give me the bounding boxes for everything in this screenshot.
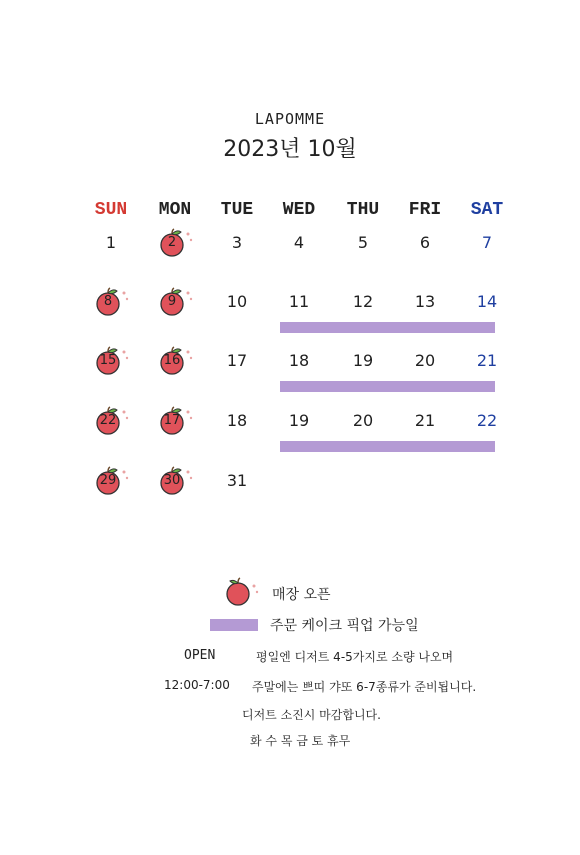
calendar-day: 18 [288,350,310,370]
apple-icon [160,464,190,496]
weekday-sun: SUN [94,200,128,220]
open-label: OPEN [184,648,216,663]
apple-icon [96,404,126,436]
apple-icon [160,285,190,317]
legend-apple-icon [224,576,254,608]
apple-icon [160,226,190,258]
apple-icon [96,464,126,496]
apple-icon [96,344,126,376]
month-title: 2023년 10월 [223,137,357,162]
open-day-apple [143,460,207,500]
apple-icon [96,285,126,317]
calendar-day: 7 [481,232,493,252]
day-number: 30 [163,473,181,488]
calendar-day: 20 [352,410,374,430]
day-number: 29 [99,473,117,488]
calendar-day: 4 [293,232,305,252]
note-line1: 평일엔 디저트 4-5가지로 소량 나오며 [256,650,454,664]
day-number: 2 [167,235,177,250]
weekday-mon: MON [158,200,192,220]
legend-bar-label: 주문 케이크 픽업 가능일 [270,618,419,634]
apple-icon [160,344,190,376]
day-number: 16 [163,353,181,368]
calendar-day: 19 [352,350,374,370]
day-number: 8 [103,294,113,309]
calendar-day: 31 [226,470,248,490]
open-day-apple [79,400,143,440]
calendar-day: 13 [414,291,436,311]
note-line4: 화 수 목 금 토 휴무 [250,734,351,748]
day-number: 9 [167,294,177,309]
calendar-day: 21 [414,410,436,430]
calendar-day [455,460,519,500]
calendar-day [331,460,395,500]
day-number: 22 [99,413,117,428]
calendar-day: 1 [105,232,117,252]
legend-apple-label: 매장 오픈 [272,587,331,603]
weekday-thu: THU [346,200,380,220]
open-day-apple [143,340,207,380]
calendar-day: 10 [226,291,248,311]
open-day-apple [79,460,143,500]
pickup-bar-week3 [280,381,495,392]
calendar-day: 17 [226,350,248,370]
calendar-day: 14 [476,291,498,311]
calendar-day [393,460,457,500]
calendar-day: 3 [231,232,243,252]
calendar-day: 21 [476,350,498,370]
weekday-tue: TUE [220,200,254,220]
legend-bar-swatch [210,619,258,631]
calendar-day: 6 [419,232,431,252]
weekday-sat: SAT [470,200,504,220]
apple-icon [160,404,190,436]
note-line3: 디저트 소진시 마감합니다. [242,708,381,722]
open-day-apple [79,281,143,321]
calendar-day: 5 [357,232,369,252]
open-day-apple [143,222,207,262]
opening-hours: 12:00-7:00 [164,678,230,692]
pickup-bar-week2 [280,322,495,333]
calendar-day: 22 [476,410,498,430]
note-line2: 주말에는 쁘띠 갸또 6-7종류가 준비됩니다. [252,680,477,694]
weekday-wed: WED [282,200,316,220]
day-number: 15 [99,353,117,368]
open-day-apple [143,400,207,440]
pickup-bar-week4 [280,441,495,452]
calendar-day: 19 [288,410,310,430]
calendar-day: 20 [414,350,436,370]
weekday-fri: FRI [408,200,442,220]
calendar-day: 18 [226,410,248,430]
open-day-apple [79,340,143,380]
brand-name: LAPOMME [254,110,326,128]
calendar-day: 12 [352,291,374,311]
calendar-day [267,460,331,500]
open-day-apple [143,281,207,321]
calendar-day: 11 [288,291,310,311]
day-number: 17 [163,413,181,428]
